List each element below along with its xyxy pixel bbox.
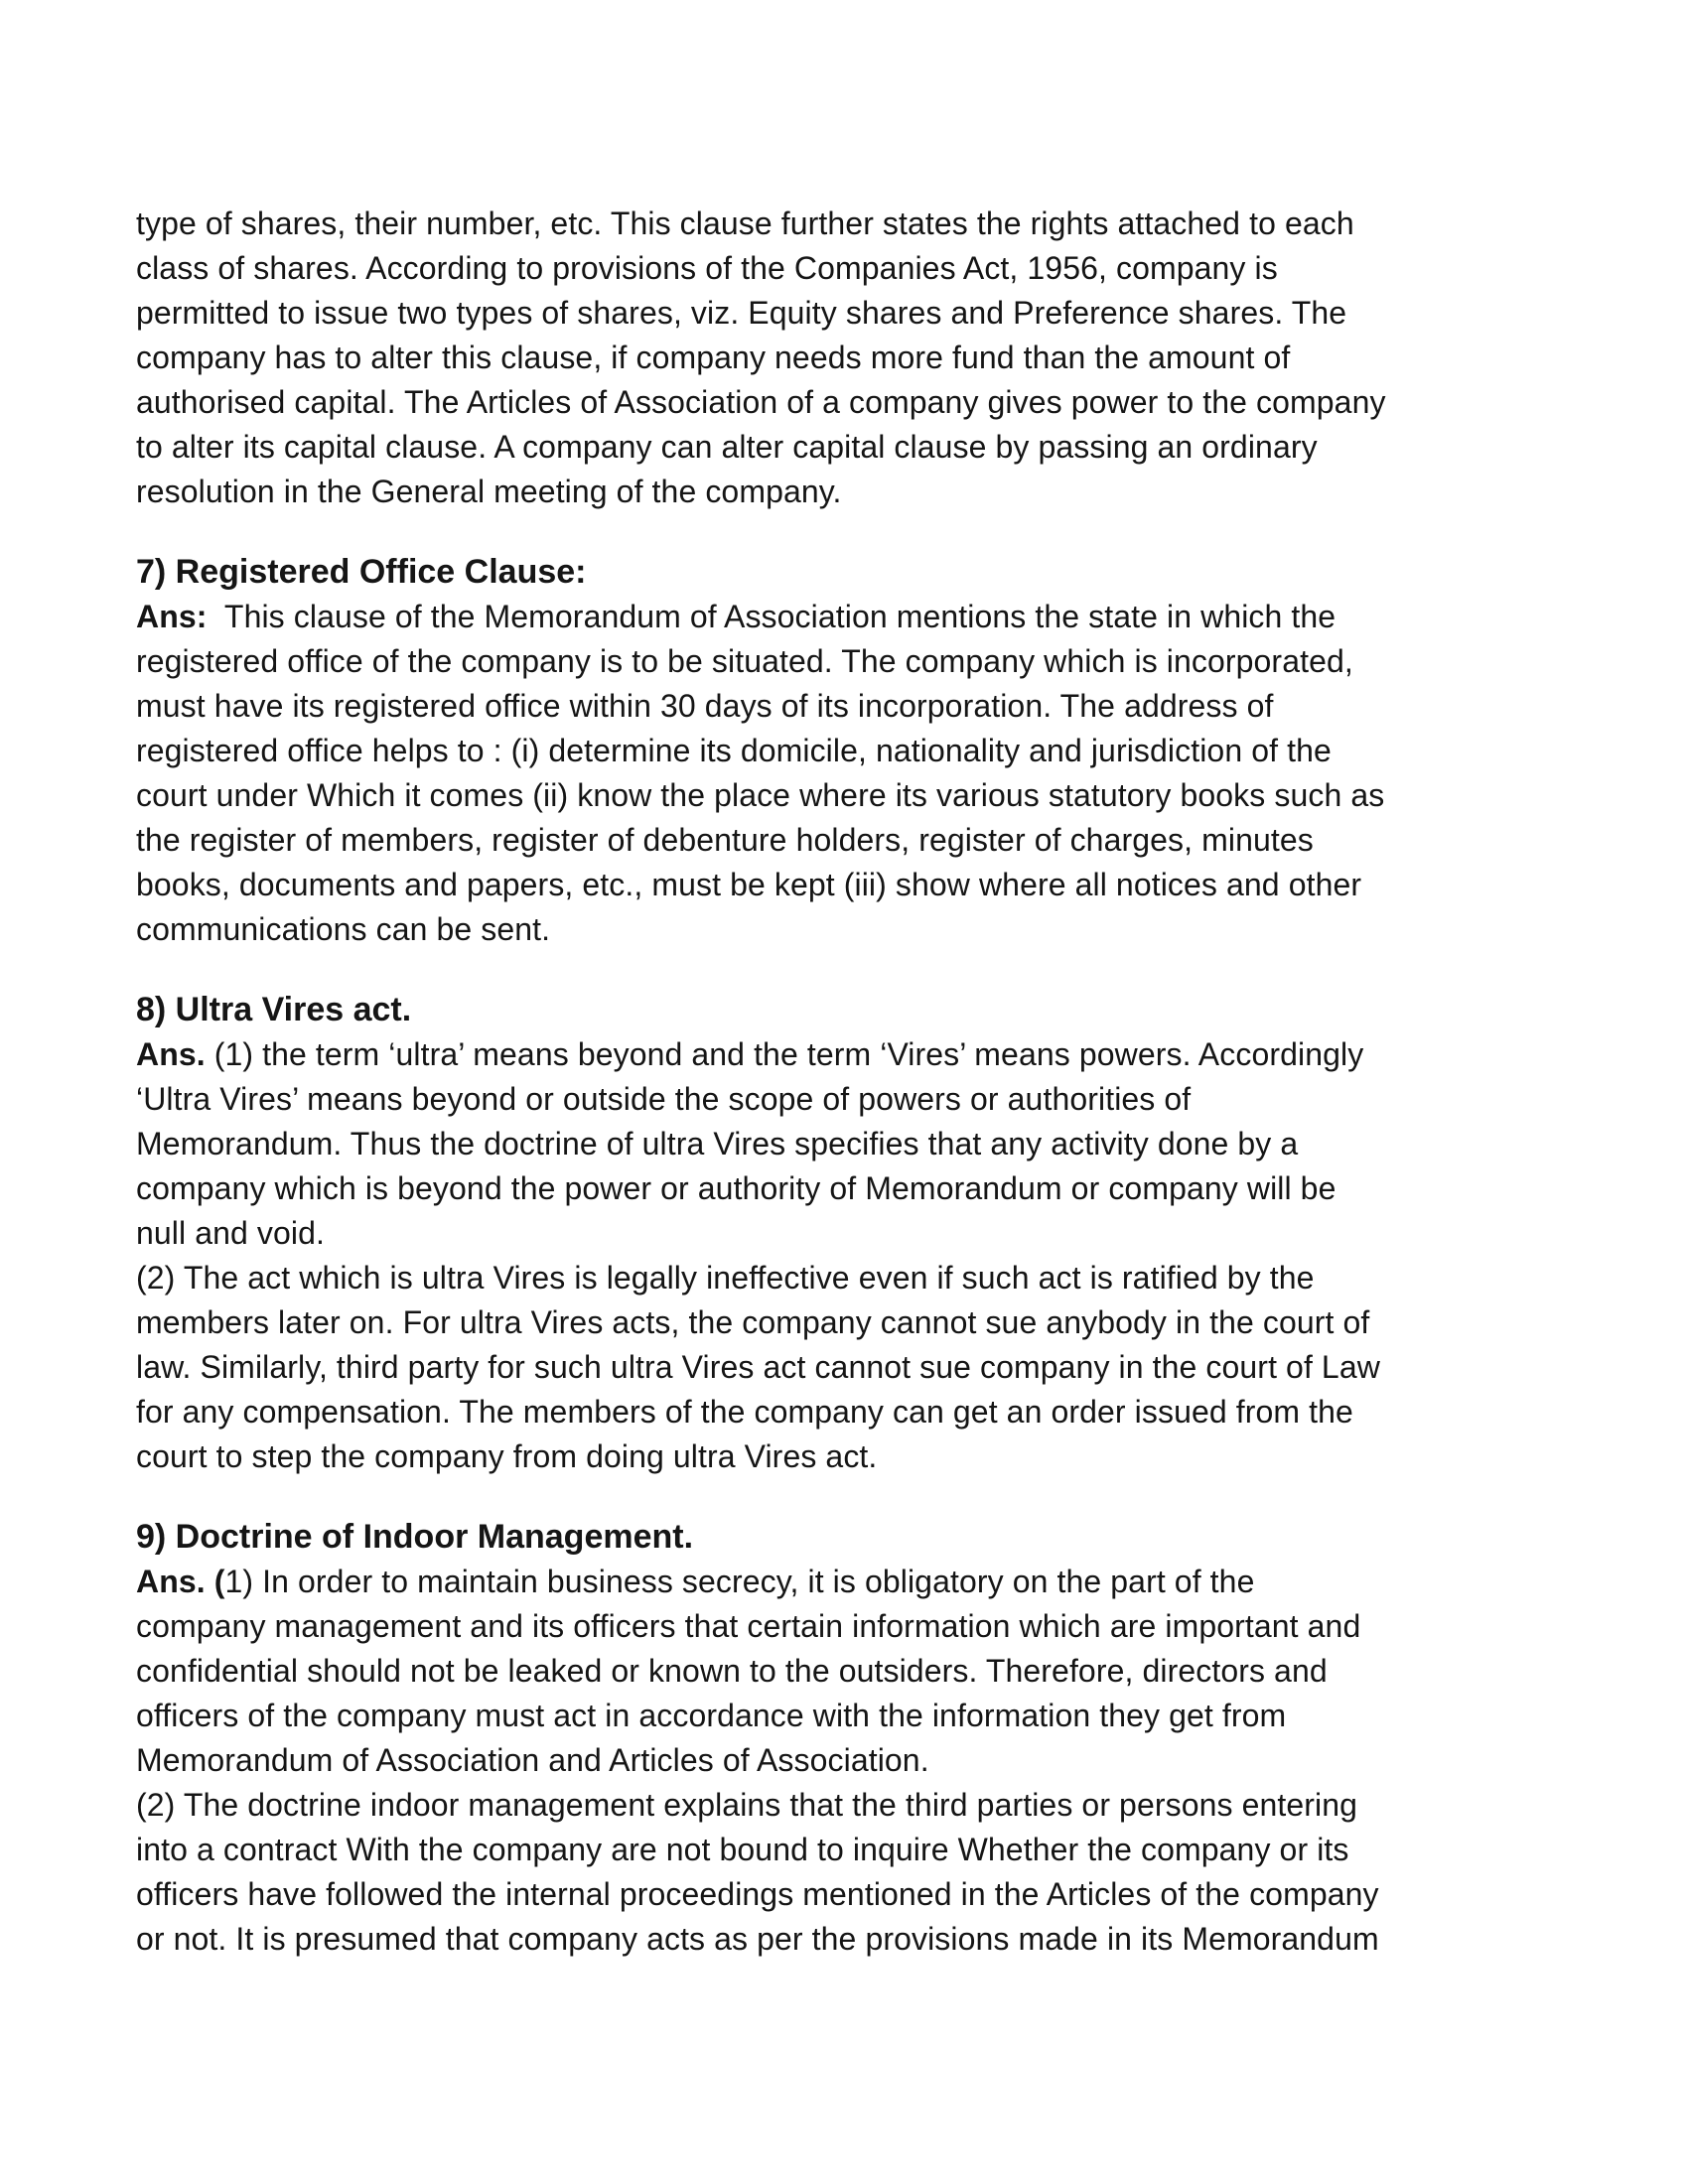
text-line: law. Similarly, third party for such ultra Vires act cannot sue company in the court of Law <box>136 1349 1380 1385</box>
text-line: company management and its officers that certain information which are important and <box>136 1608 1361 1644</box>
document-content <box>136 202 1569 1962</box>
text-line: (2) The act which is ultra Vires is legally ineffective even if such act is ratified by the <box>136 1260 1315 1296</box>
text-line: company which is beyond the power or authority of Memorandum or company will be <box>136 1170 1336 1206</box>
text-line: books, documents and papers, etc., must be kept (iii) show where all notices and other <box>136 867 1362 902</box>
text-line: null and void. <box>136 1215 325 1251</box>
text-line: Memorandum. Thus the doctrine of ultra Vires specifies that any activity done by a <box>136 1126 1299 1161</box>
text-line: for any compensation. The members of the company can get an order issued from the <box>136 1394 1353 1430</box>
text-line: permitted to issue two types of shares, viz. Equity shares and Preference shares. The <box>136 295 1347 331</box>
section-7-heading: 7) Registered Office Clause: <box>136 553 587 591</box>
text-run: 1) In order to maintain business secrecy, it is obligatory on the part of the <box>224 1564 1255 1599</box>
text-line: the register of members, register of debenture holders, register of charges, minutes <box>136 822 1314 858</box>
section-9-heading: 9) Doctrine of Indoor Management. <box>136 1518 694 1556</box>
text-line: court under Which it comes (ii) know the place where its various statutory books such as <box>136 777 1385 813</box>
text-line: confidential should not be leaked or known to the outsiders. Therefore, directors and <box>136 1653 1328 1689</box>
text-line: registered office of the company is to be situated. The company which is incorporated, <box>136 643 1353 679</box>
text-line: members later on. For ultra Vires acts, the company cannot sue anybody in the court of <box>136 1304 1370 1340</box>
registered-office-answer <box>136 595 1569 952</box>
text-line: resolution in the General meeting of the company. <box>136 474 842 509</box>
text-line: Memorandum of Association and Articles of Association. <box>136 1742 929 1778</box>
indoor-management-answer <box>136 1560 1569 1962</box>
text-line: (2) The doctrine indoor management explains that the third parties or persons entering <box>136 1787 1358 1823</box>
text-line: to alter its capital clause. A company can alter capital clause by passing an ordinary <box>136 429 1318 465</box>
text-line: ‘Ultra Vires’ means beyond or outside the scope of powers or authorities of <box>136 1081 1192 1117</box>
answer-label: Ans. ( <box>136 1564 225 1599</box>
text-line: type of shares, their number, etc. This clause further states the rights attached to each <box>136 205 1354 241</box>
text-line: or not. It is presumed that company acts as per the provisions made in its Memorandum <box>136 1921 1379 1957</box>
text-line <box>136 595 1569 639</box>
text-line: officers of the company must act in accordance with the information they get from <box>136 1698 1287 1733</box>
text-line: must have its registered office within 30 days of its incorporation. The address of <box>136 688 1274 724</box>
text-run: This clause of the Memorandum of Association mentions the state in which the <box>207 599 1336 634</box>
text-line <box>136 1032 1569 1077</box>
text-line: authorised capital. The Articles of Association of a company gives power to the company <box>136 384 1386 420</box>
text-line: class of shares. According to provisions of the Companies Act, 1956, company is <box>136 250 1278 286</box>
section-8-heading: 8) Ultra Vires act. <box>136 991 412 1028</box>
ultra-vires-answer <box>136 1032 1569 1479</box>
text-line: into a contract With the company are not bound to inquire Whether the company or its <box>136 1832 1349 1867</box>
text-line <box>136 1560 1569 1604</box>
answer-label: Ans. <box>136 1036 206 1072</box>
answer-label: Ans: <box>136 599 208 634</box>
text-line: registered office helps to : (i) determine its domicile, nationality and jurisdiction of the <box>136 733 1332 768</box>
text-line: officers have followed the internal proceedings mentioned in the Articles of the company <box>136 1876 1379 1912</box>
capital-clause-paragraph <box>136 202 1569 514</box>
text-line: court to step the company from doing ultra Vires act. <box>136 1438 878 1474</box>
text-line: communications can be sent. <box>136 911 551 947</box>
text-line: company has to alter this clause, if company needs more fund than the amount of <box>136 340 1291 375</box>
text-run: (1) the term ‘ultra’ means beyond and the term ‘Vires’ means powers. Accordingly <box>205 1036 1364 1072</box>
